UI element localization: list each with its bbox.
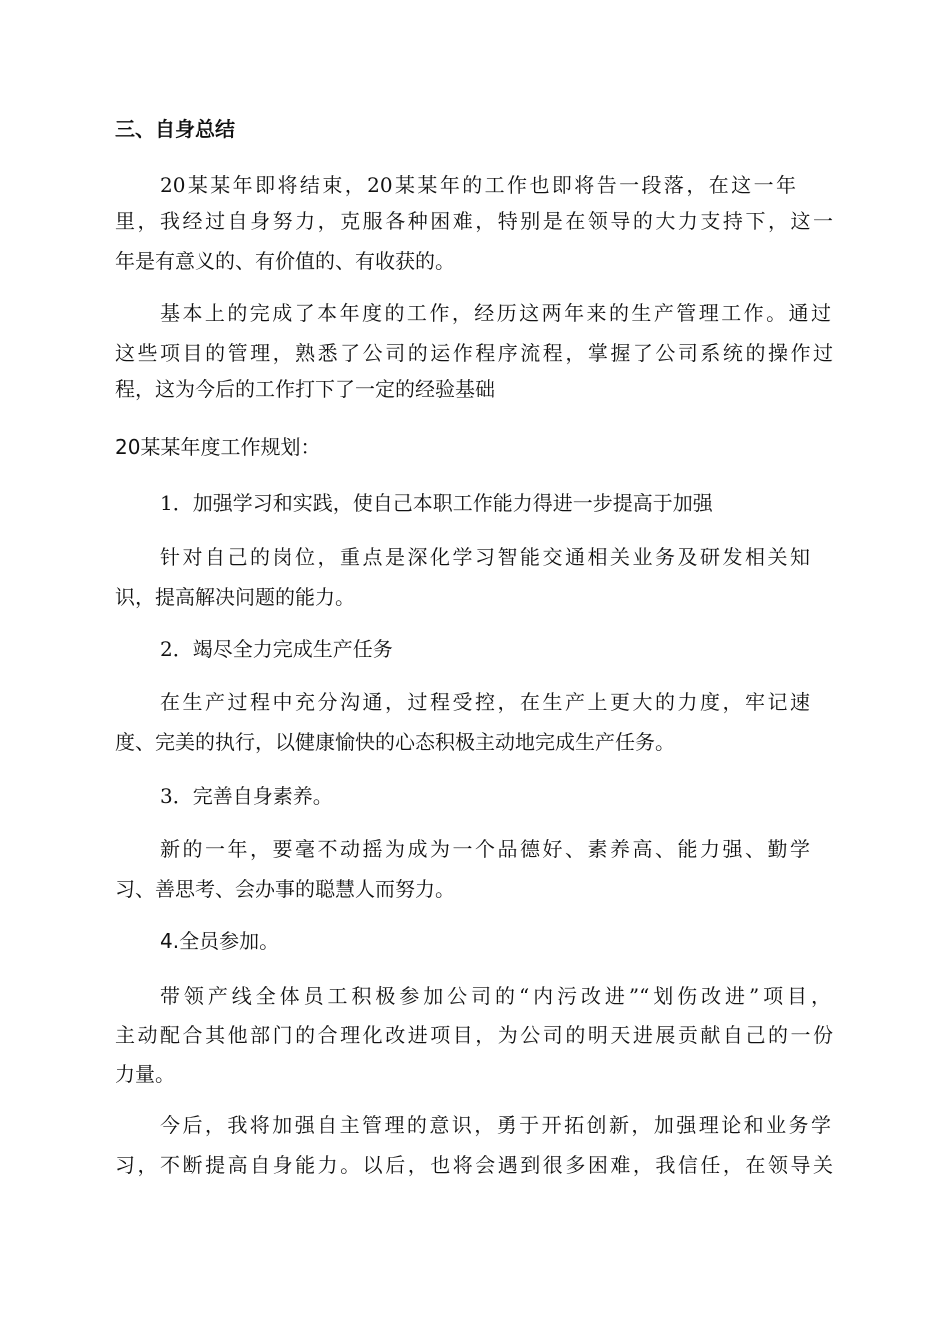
paragraph-line: 里，我经过自身努力，克服各种困难，特别是在领导的大力支持下，这一 [115, 209, 833, 233]
paragraph-line: 年是有意义的、有价值的、有收获的。 [115, 249, 455, 273]
section-heading: 三、自身总结 [115, 117, 235, 141]
paragraph-line: 程，这为今后的工作打下了一定的经验基础 [115, 377, 495, 401]
paragraph-line: 新的一年，要毫不动摇为成为一个品德好、素养高、能力强、勤学 [160, 837, 810, 861]
paragraph-line: 习、善思考、会办事的聪慧人而努力。 [115, 877, 455, 901]
plan-item-title: 4.全员参加。 [160, 929, 280, 953]
paragraph-line: 针对自己的岗位，重点是深化学习智能交通相关业务及研发相关知 [160, 545, 810, 569]
plan-heading: 20某某年度工作规划： [115, 435, 321, 459]
plan-item-title: 3．完善自身素养。 [160, 784, 333, 808]
paragraph-line: 这些项目的管理，熟悉了公司的运作程序流程，掌握了公司系统的操作过 [115, 341, 833, 365]
paragraph-line: 主动配合其他部门的合理化改进项目，为公司的明天进展贡献自己的一份 [115, 1023, 833, 1047]
paragraph-line: 识，提高解决问题的能力。 [115, 585, 355, 609]
paragraph-line: 基本上的完成了本年度的工作，经历这两年来的生产管理工作。通过 [160, 301, 831, 325]
paragraph-line: 度、完美的执行，以健康愉快的心态积极主动地完成生产任务。 [115, 730, 675, 754]
plan-item-title: 1．加强学习和实践，使自己本职工作能力得进一步提高于加强 [160, 491, 713, 515]
paragraph-line: 今后，我将加强自主管理的意识，勇于开拓创新，加强理论和业务学 [160, 1113, 831, 1137]
paragraph-line: 在生产过程中充分沟通，过程受控，在生产上更大的力度，牢记速 [160, 690, 810, 714]
paragraph-line: 20某某年即将结束，20某某年的工作也即将告一段落，在这一年 [160, 173, 796, 197]
paragraph-line: 习，不断提高自身能力。以后，也将会遇到很多困难，我信任，在领导关 [115, 1153, 833, 1177]
plan-item-title: 2．竭尽全力完成生产任务 [160, 637, 393, 661]
paragraph-line: 带领产线全体员工积极参加公司的“内污改进”“划伤改进”项目， [160, 984, 831, 1008]
paragraph-line: 力量。 [115, 1062, 175, 1086]
